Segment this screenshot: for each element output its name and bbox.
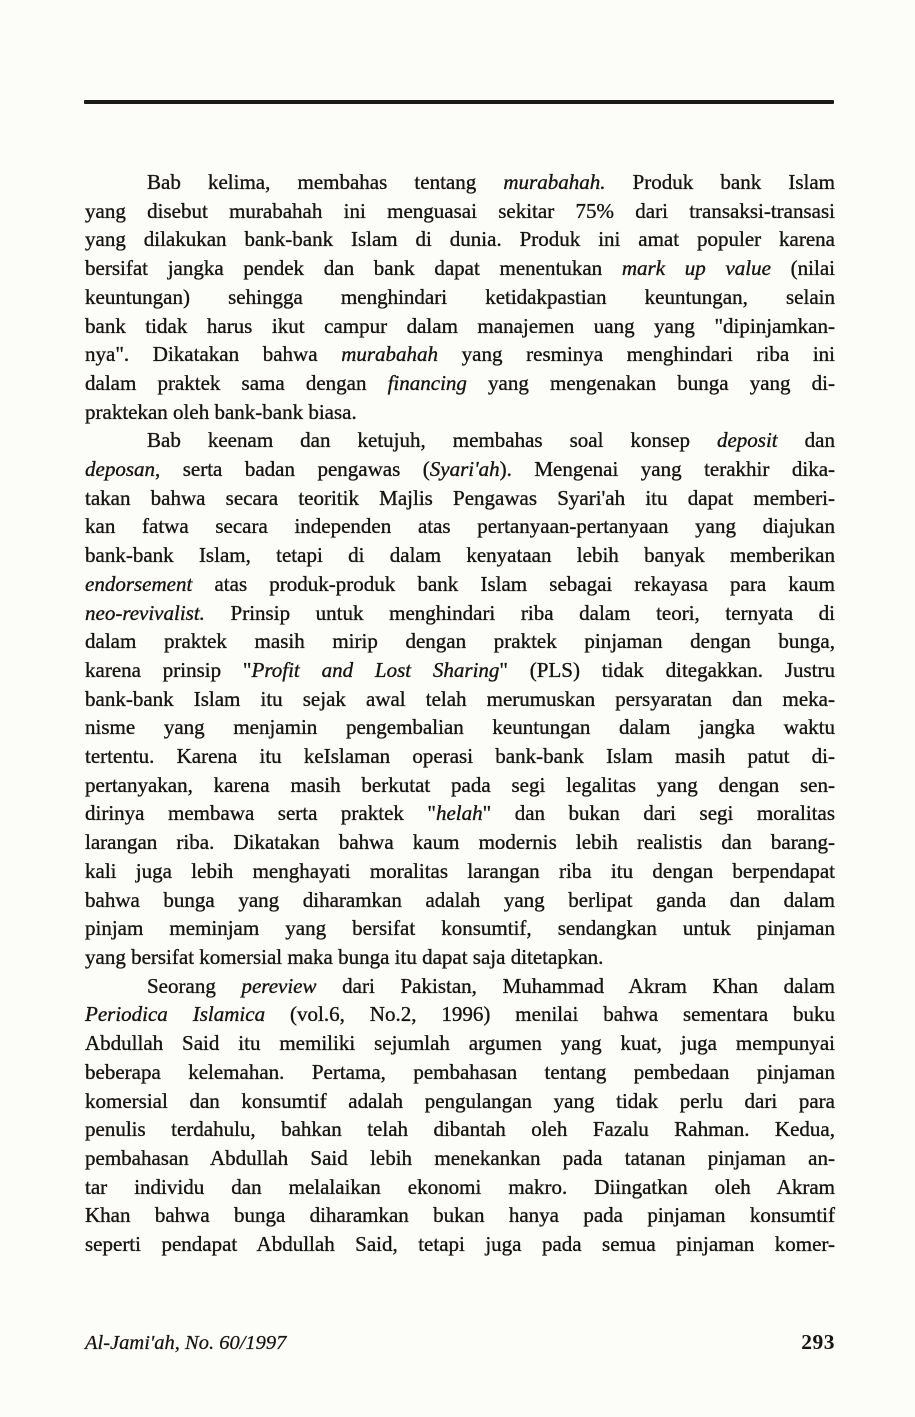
text-run: larangan riba. Dikatakan bahwa kaum modernis lebih realistis dan barang- xyxy=(85,830,835,855)
text-run: yang resminya menghindari riba ini xyxy=(438,342,835,367)
text-run: Bab keenam dan ketujuh, membahas soal konsep xyxy=(147,428,717,453)
italic-text: deposan xyxy=(85,457,155,482)
text-run: praktekan oleh bank-bank biasa. xyxy=(85,399,357,424)
text-run: keuntungan) sehingga menghindari ketidakpastian keuntungan, selain xyxy=(85,284,835,309)
text-run: atas produk-produk bank Islam sebagai rekayasa para kaum xyxy=(192,571,835,596)
text-line xyxy=(85,570,835,599)
text-line xyxy=(85,197,835,226)
italic-text: mark up value xyxy=(621,256,771,281)
text-line xyxy=(85,340,835,369)
text-run: nisme yang menjamin pengembalian keuntungan dalam jangka waktu xyxy=(85,715,835,740)
text-run: ). Mengenai yang terakhir dika- xyxy=(499,457,836,482)
text-run: yang dilakukan bank-bank Islam di dunia. Produk ini amat populer karena xyxy=(85,227,835,252)
text-line xyxy=(85,799,835,828)
italic-text: deposit xyxy=(716,428,778,453)
text-line xyxy=(85,484,835,513)
text-line xyxy=(85,369,835,398)
italic-text: pereview xyxy=(241,973,317,998)
text-run: Seorang xyxy=(147,973,242,998)
text-run: pinjam meminjam yang bersifat konsumtif, sendangkan untuk pinjaman xyxy=(85,916,835,941)
text-line xyxy=(85,225,835,254)
text-line xyxy=(85,713,835,742)
italic-text: Periodica Islamica xyxy=(85,1002,266,1027)
text-line xyxy=(85,627,835,656)
text-line xyxy=(85,886,835,915)
text-line xyxy=(85,972,835,1001)
text-line xyxy=(85,168,835,197)
text-line xyxy=(85,312,835,341)
text-run: yang bersifat komersial maka bunga itu dapat saja ditetapkan. xyxy=(85,944,604,969)
text-run: dari Pakistan, Muhammad Akram Khan dalam xyxy=(316,973,835,998)
text-run: dirinya membawa serta praktek " xyxy=(85,801,436,826)
text-run: (vol.6, No.2, 1996) menilai bahwa sementara buku xyxy=(265,1002,836,1027)
text-line xyxy=(85,685,835,714)
text-line xyxy=(85,771,835,800)
text-run: seperti pendapat Abdullah Said, tetapi juga pada semua pinjaman komer- xyxy=(85,1232,835,1257)
text-line xyxy=(85,599,835,628)
text-run: " dan bukan dari segi moralitas xyxy=(482,801,835,826)
italic-text: financing xyxy=(387,370,467,395)
text-line xyxy=(85,1230,835,1259)
text-line xyxy=(85,1029,835,1058)
text-run: (nilai xyxy=(770,256,835,281)
text-line xyxy=(85,398,835,427)
text-run: yang disebut murabahah ini menguasai sekitar 75% dari transaksi-transasi xyxy=(85,198,835,223)
text-line xyxy=(85,1115,835,1144)
text-line xyxy=(85,828,835,857)
text-run: komersial dan konsumtif adalah pengulangan yang tidak perlu dari para xyxy=(85,1088,835,1113)
text-line xyxy=(85,455,835,484)
text-run: Bab kelima, membahas tentang xyxy=(147,170,504,194)
italic-text: helah xyxy=(435,801,483,826)
text-line xyxy=(85,656,835,685)
text-run: pertanyakan, karena masih berkutat pada segi legalitas yang dengan sen- xyxy=(85,772,835,797)
footer-page-number: 293 xyxy=(801,1330,835,1354)
italic-text: Profit and Lost Sharing xyxy=(251,657,500,682)
text-line xyxy=(85,1144,835,1173)
text-line xyxy=(85,541,835,570)
text-run: pembahasan Abdullah Said lebih menekankan pada tatanan pinjaman an- xyxy=(85,1145,835,1170)
italic-text: murabahah xyxy=(341,342,439,367)
footer-journal-title: Al-Jami'ah, No. 60/1997 xyxy=(85,1332,287,1354)
text-line xyxy=(85,914,835,943)
text-run: tar individu dan melalaikan ekonomi makro. Diingatkan oleh Akram xyxy=(85,1174,835,1199)
text-line xyxy=(85,1201,835,1230)
text-run: " (PLS) tidak ditegakkan. Justru xyxy=(499,657,835,682)
text-run: bank tidak harus ikut campur dalam manajemen uang yang "dipinjamkan- xyxy=(85,313,835,338)
italic-text: endorsement xyxy=(85,571,193,596)
text-line xyxy=(85,283,835,312)
text-line xyxy=(85,943,835,972)
text-run: bank-bank Islam, tetapi di dalam kenyataan lebih banyak memberikan xyxy=(85,543,835,568)
text-run: dalam praktek sama dengan xyxy=(85,370,388,395)
text-run: Khan bahwa bunga diharamkan bukan hanya pada pinjaman konsumtif xyxy=(85,1203,835,1228)
text-run: kali juga lebih menghayati moralitas larangan riba itu dengan berpendapat xyxy=(85,858,835,883)
text-run: tertentu. Karena itu keIslaman operasi bank-bank Islam masih patut di- xyxy=(85,744,835,769)
text-run: kan fatwa secara independen atas pertanyaan-pertanyaan yang diajukan xyxy=(85,514,835,539)
text-line xyxy=(85,742,835,771)
italic-text: Syari'ah xyxy=(429,457,500,482)
text-run: Abdullah Said itu memiliki sejumlah argumen yang kuat, juga mempunyai xyxy=(85,1031,835,1056)
text-run: bahwa bunga yang diharamkan adalah yang berlipat ganda dan dalam xyxy=(85,887,835,912)
text-line xyxy=(85,1000,835,1029)
text-line xyxy=(85,1173,835,1202)
text-run: , serta badan pengawas ( xyxy=(155,457,430,482)
text-run: Prinsip untuk menghindari riba dalam teori, ternyata di xyxy=(204,600,835,625)
text-run: dan xyxy=(777,428,836,453)
text-run: dalam praktek masih mirip dengan praktek pinjaman dengan bunga, xyxy=(85,629,835,654)
text-line xyxy=(85,426,835,455)
text-run: nya". Dikatakan bahwa xyxy=(85,342,342,367)
text-run: penulis terdahulu, bahkan telah dibantah oleh Fazalu Rahman. Kedua, xyxy=(85,1117,835,1142)
body-text xyxy=(85,168,835,1259)
top-rule xyxy=(84,100,834,104)
text-run: bank-bank Islam itu sejak awal telah merumuskan persyaratan dan meka- xyxy=(85,686,835,711)
text-line xyxy=(85,1087,835,1116)
text-run: beberapa kelemahan. Pertama, pembahasan tentang pembedaan pinjaman xyxy=(85,1059,835,1084)
text-run: bersifat jangka pendek dan bank dapat menentukan xyxy=(85,256,622,281)
text-line xyxy=(85,857,835,886)
text-line xyxy=(85,1058,835,1087)
text-run: Produk bank Islam xyxy=(605,170,835,194)
text-line xyxy=(85,512,835,541)
italic-text: neo-revivalist. xyxy=(85,600,205,625)
text-run: karena prinsip " xyxy=(85,657,252,682)
page-footer xyxy=(85,1330,835,1355)
text-run: yang mengenakan bunga yang di- xyxy=(466,370,835,395)
text-line xyxy=(85,254,835,283)
italic-text: murabahah. xyxy=(503,170,606,194)
text-run: takan bahwa secara teoritik Majlis Pengawas Syari'ah itu dapat memberi- xyxy=(85,485,835,510)
